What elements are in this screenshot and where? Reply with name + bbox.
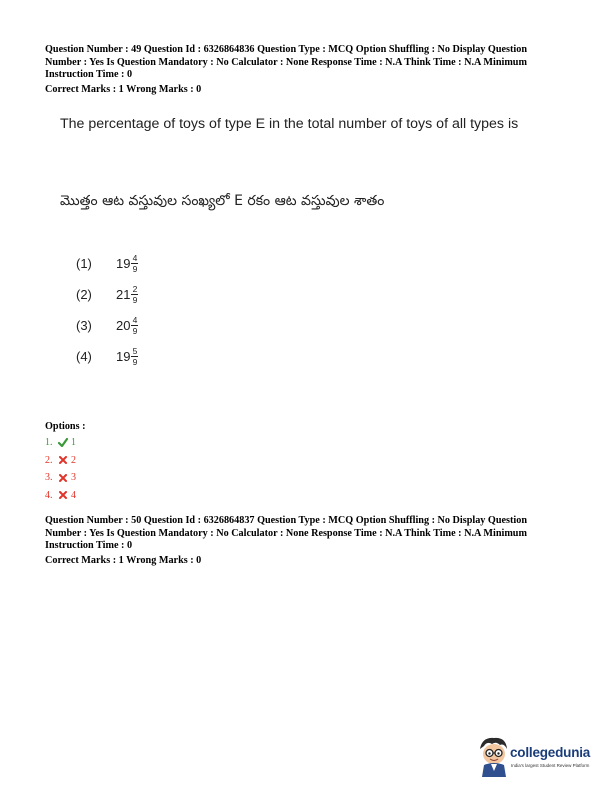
question-49-text: The percentage of toys of type E in the total number of toys of all types is [60,116,519,132]
option-number: 4. [45,489,53,501]
choice-2 [76,279,138,310]
numerator: 5 [132,345,138,356]
numerator: 4 [132,252,138,263]
meta-line: Instruction Time : 0 [45,540,133,552]
cross-icon [57,491,69,499]
mixed-fraction [116,316,138,336]
question-49-telugu: మొత్తం ఆట వస్తువుల సంఖ్యలో E రకం ఆట వస్తువుల శాతం [60,193,385,209]
option-4 [45,487,76,505]
mixed-fraction [116,285,138,305]
whole-part: 21 [116,287,131,302]
logo-tagline: India's largest Student Review Platform [511,763,590,768]
logo-wordmark: collegedunia [510,745,591,760]
choice-3 [76,310,138,341]
question-49-meta [45,44,575,82]
option-3 [45,469,76,487]
whole-part: 19 [116,256,131,271]
cross-icon [57,456,69,464]
fraction [131,285,138,305]
meta-line: Instruction Time : 0 [45,69,133,81]
option-number: 2. [45,454,53,466]
whole-part: 20 [116,318,131,333]
answer-choices [76,248,138,372]
meta-line: Number : Yes Is Question Mandatory : No Calculator : None Response Time : N.A Think Time : N.A Minimum [45,56,527,68]
question-50-marks: Correct Marks : 1 Wrong Marks : 0 [45,555,202,566]
denominator: 9 [132,294,138,305]
question-49-marks: Correct Marks : 1 Wrong Marks : 0 [45,84,202,95]
fraction [131,254,138,274]
option-number: 3. [45,472,53,483]
meta-line: Question Number : 50 Question Id : 6326864837 Question Type : MCQ Option Shuffling : No Display Question [45,515,527,526]
denominator: 9 [132,356,138,367]
meta-line: Number : Yes Is Question Mandatory : No Calculator : None Response Time : N.A Think Time : N.A Minimum [45,527,527,539]
denominator: 9 [132,325,138,336]
option-number: 1. [45,437,53,448]
cross-icon [57,474,69,482]
choice-label: (1) [76,256,92,271]
fraction [131,347,138,367]
choice-label: (3) [76,318,92,333]
mixed-fraction [116,347,138,367]
whole-part: 19 [116,349,131,364]
option-value: 2 [71,454,76,466]
question-50-meta [45,515,575,553]
mascot-icon [476,735,512,779]
options-heading: Options : [45,421,86,432]
options-list [45,434,76,504]
option-2 [45,452,76,470]
numerator: 4 [132,314,138,325]
option-value: 3 [71,472,76,483]
choice-4 [76,341,138,372]
fraction [131,316,138,336]
option-value: 4 [71,489,76,501]
meta-line: Question Number : 49 Question Id : 6326864836 Question Type : MCQ Option Shuffling : No Display Question [45,44,527,55]
choice-label: (4) [76,349,92,364]
check-icon [57,438,69,447]
option-value: 1 [71,437,76,448]
denominator: 9 [132,263,138,274]
choice-1 [76,248,138,279]
mixed-fraction [116,254,138,274]
choice-label: (2) [76,287,92,302]
numerator: 2 [132,283,138,294]
option-1 [45,434,76,452]
